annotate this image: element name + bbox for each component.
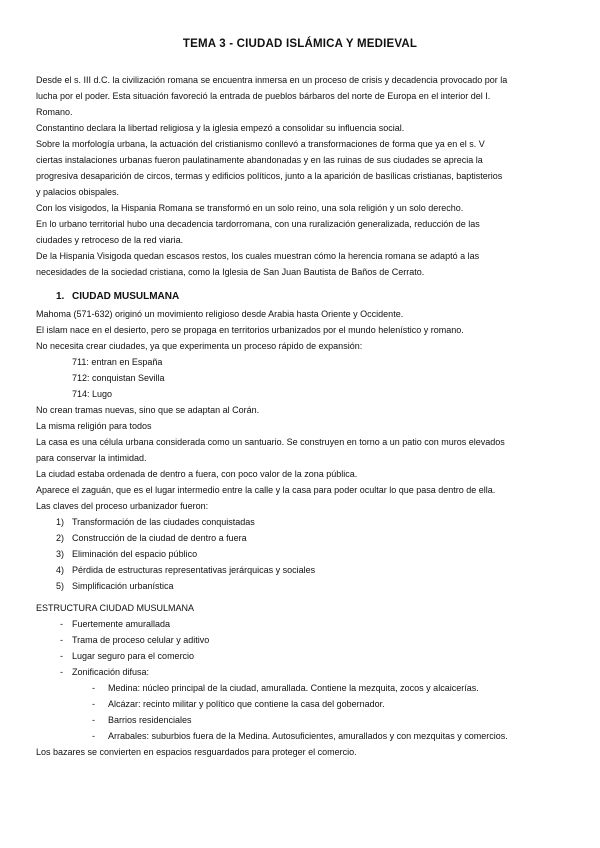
bullet: - (60, 651, 63, 661)
section-number: 1. (56, 291, 65, 302)
section-line: La misma religión para todos (36, 421, 152, 431)
intro-line: y palacios obispales. (36, 187, 120, 197)
intro-line: ciertas instalaciones urbanas fueron paulatinamente abandonadas y en las ruinas de sus ciudades se aprecia la (36, 155, 483, 165)
intro-line: lucha por el poder. Esta situación favoreció la entrada de pueblos bárbaros del norte de Europa en el interior del I. (36, 91, 491, 101)
intro-line: ciudades y retroceso de la red viaria. (36, 235, 184, 245)
structure-item: Lugar seguro para el comercio (72, 651, 195, 661)
section-line: No necesita crear ciudades, ya que experimenta un proceso rápido de expansión: (36, 341, 363, 351)
key-item: Construcción de la ciudad de dentro a fuera (72, 533, 247, 543)
intro-line: Romano. (36, 107, 73, 117)
bullet: - (60, 619, 63, 629)
structure-heading: ESTRUCTURA CIUDAD MUSULMANA (36, 603, 195, 613)
key-item: Eliminación del espacio público (72, 549, 198, 559)
structure-subitem: Alcázar: recinto militar y político que contiene la casa del gobernador. (108, 699, 385, 709)
structure-item: Fuertemente amurallada (72, 619, 171, 629)
key-number: 2) (56, 533, 65, 543)
structure-item: Zonificación difusa: (72, 667, 150, 677)
key-number: 1) (56, 517, 65, 527)
intro-line: progresiva desaparición de circos, termas y edificios políticos, junto a la aparición de basílicas cristianas, baptisterios (36, 171, 503, 181)
bullet: - (60, 635, 63, 645)
intro-line: Desde el s. III d.C. la civilización romana se encuentra inmersa en un proceso de crisis y decadencia provocado por la (36, 75, 508, 85)
structure-subitem: Barrios residenciales (108, 715, 192, 725)
section-line: Aparece el zaguán, que es el lugar intermedio entre la calle y la casa para poder ocultar lo que pasa dentro de ella. (36, 485, 496, 495)
section-line: La casa es una célula urbana considerada como un santuario. Se construyen en torno a un patio con muros elevados (36, 437, 505, 447)
section-line: Mahoma (571-632) originó un movimiento religioso desde Arabia hasta Oriente y Occidente. (36, 309, 404, 319)
date-item: 714: Lugo (72, 389, 113, 399)
intro-line: Con los visigodos, la Hispania Romana se transformó en un solo reino, una sola religión y un solo derecho. (36, 203, 464, 213)
key-number: 5) (56, 581, 65, 591)
intro-line: Constantino declara la libertad religiosa y la iglesia empezó a consolidar su influencia social. (36, 123, 405, 133)
sub-bullet: - (92, 699, 95, 709)
section-heading: CIUDAD MUSULMANA (72, 291, 180, 302)
structure-item: Trama de proceso celular y aditivo (72, 635, 210, 645)
section-line: para conservar la intimidad. (36, 453, 147, 463)
date-item: 711: entran en España (72, 357, 163, 367)
bullet: - (60, 667, 63, 677)
structure-subitem: Medina: núcleo principal de la ciudad, amurallada. Contiene la mezquita, zocos y alcaicerías. (108, 683, 479, 693)
section-line: Las claves del proceso urbanizador fueron: (36, 501, 209, 511)
key-item: Pérdida de estructuras representativas jerárquicas y sociales (72, 565, 316, 575)
date-item: 712: conquistan Sevilla (72, 373, 165, 383)
key-item: Simplificación urbanística (72, 581, 174, 591)
sub-bullet: - (92, 683, 95, 693)
key-number: 3) (56, 549, 65, 559)
intro-line: En lo urbano territorial hubo una decadencia tardorromana, con una ruralización generalizada, reducción de las (36, 219, 480, 229)
section-line: La ciudad estaba ordenada de dentro a fuera, con poco valor de la zona pública. (36, 469, 358, 479)
section-line: No crean tramas nuevas, sino que se adaptan al Corán. (36, 405, 260, 415)
closing-line: Los bazares se convierten en espacios resguardados para proteger el comercio. (36, 747, 357, 757)
sub-bullet: - (92, 715, 95, 725)
page-title: TEMA 3 - CIUDAD ISLÁMICA Y MEDIEVAL (182, 38, 418, 50)
intro-line: De la Hispania Visigoda quedan escasos restos, los cuales muestran cómo la herencia romana se adaptó a las (36, 251, 480, 261)
sub-bullet: - (92, 731, 95, 741)
key-item: Transformación de las ciudades conquistadas (72, 517, 255, 527)
section-line: El islam nace en el desierto, pero se propaga en territorios urbanizados por el mundo helenístico y romano. (36, 325, 464, 335)
key-number: 4) (56, 565, 65, 575)
structure-subitem: Arrabales: suburbios fuera de la Medina. Autosuficientes, amurallados y con mezquitas y comercios. (108, 731, 508, 741)
intro-line: necesidades de la sociedad cristiana, como la Iglesia de San Juan Bautista de Baños de Cerrato. (36, 267, 425, 277)
intro-line: Sobre la morfología urbana, la actuación del cristianismo conllevó a transformaciones de forma que ya en el s. V (36, 139, 485, 149)
